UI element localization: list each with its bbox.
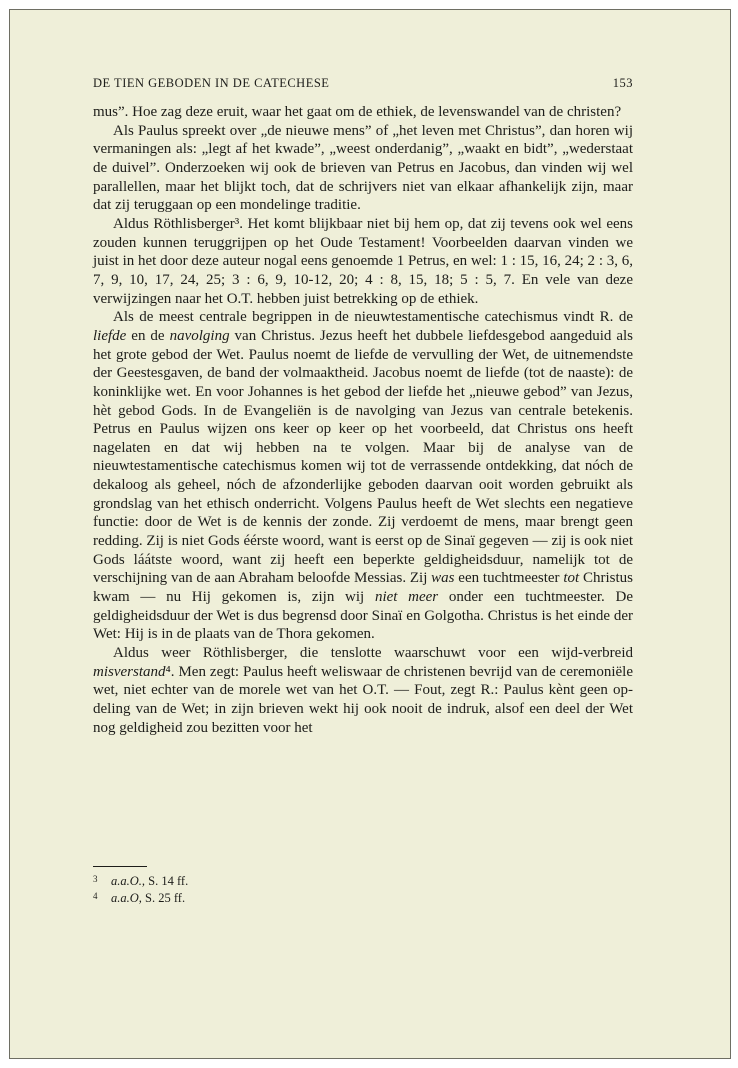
text-run: Als Paulus spreekt over „de nieuwe mens” of „het leven met Christus”, dan horen wij vermaningen als: „legt af het kwade”, „weest onderdanig”, „waakt en bidt”, „wederstaat de duivel”. Onderzoeken wij ook de brieven van Petrus en Jacobus, dan vinden wij wel parallellen, maar het blijkt toch, dat de schrijvers niet van elkaar afhankelijk zijn, maar dat zij teruggaan op een mondelinge traditie. bbox=[93, 122, 633, 214]
emphasis: liefde bbox=[93, 327, 127, 344]
header-title: DE TIEN GEBODEN IN DE CATECHESE bbox=[93, 76, 330, 90]
footnote bbox=[93, 889, 633, 906]
text-run: van Christus. Jezus heeft het dubbele liefdesgebod aangeduid als het grote gebod der Wet. Paulus noemt de liefde de vervulling der Wet, de uitnemendste der Geestesgaven, de band der volmaaktheid. Jacobus noemt de liefde (tot de naaste): de koninklijke wet. En voor Johannes is het gebod der liefde het „nieuwe gebod” van Jezus, hèt gebod Gods. In de Evangeliën is de navolging van Jezus van centrale betekenis. Petrus en Paulus wijzen ons keer op keer op het voorbeeld, dat Christus ons heeft nagelaten en dat wij hebben na te volgen. Maar bij de analyse van de nieuwtestamentische catechismus komen wij tot de verrassende ontdekking, dat nóch de dekaloog als geheel, nóch de afzonderlijke geboden daarvan ooit worden gebruikt als grondslag van het ethisch onderricht. Volgens Paulus heeft de Wet slechts een negatieve functie: door de Wet is de kennis der zonde. Zij verdoemt de mens, maar brengt geen redding. Zij is niet Gods éérste woord, want is eerst op de Sinaï gegeven — zij is ook niet Gods láátste woord, want zij heeft een beperkte geldigheidsduur, namelijk tot de verschijning van de aan Abraham beloofde Messias. Zij bbox=[93, 327, 633, 587]
emphasis: misverstand bbox=[93, 663, 166, 680]
footnote-number: 3 bbox=[93, 874, 98, 884]
text-run: ⁴. Men zegt: Paulus heeft weliswaar de christenen bevrijd van de ceremoniële wet, niet echter van de morele wet van het O.T. — Fout, zegt R.: Paulus kènt geen op-deling van de Wet; in zijn brieven wekt hij ook nooit de indruk, alsof een deel der Wet nog geldigheid zou bezitten voor het bbox=[93, 663, 633, 736]
running-header bbox=[93, 76, 633, 94]
emphasis: was bbox=[431, 570, 455, 587]
text-run: Als de meest centrale begrippen in de nieuwtestamentische catechismus vindt R. de bbox=[113, 309, 633, 326]
footnote-text: S. 14 ff. bbox=[145, 874, 189, 888]
emphasis: navolging bbox=[169, 327, 230, 344]
text-run: een tuchtmeester bbox=[454, 570, 564, 587]
text-run: Aldus weer Röthlisberger, die tenslotte waarschuwt voor een wijd-verbreid bbox=[113, 645, 633, 662]
text-run: Christus kwam — nu Hij gekomen is, zijn wij bbox=[93, 570, 633, 606]
text-run: onder een tuchtmeester. De geldigheidsduur der Wet is dus begrensd door Sinaï en Golgotha. Christus is het einde der Wet: Hij is in de plaats van de Thora gekomen. bbox=[93, 589, 634, 643]
footnotes bbox=[93, 872, 633, 905]
paragraph bbox=[93, 215, 633, 308]
footnote-reference: a.a.O., bbox=[111, 874, 146, 888]
emphasis: tot bbox=[563, 570, 580, 587]
text-run: Aldus Röthlisberger³. Het komt blijkbaar niet bij hem op, dat zij tevens ook wel eens zouden kunnen teruggrijpen op het Oude Testament! Voorbeelden daarvan vinden we juist in het door deze auteur nogal eens genoemde 1 Petrus, en wel: 1 : 15, 16, 24; 2 : 3, 6, 7, 9, 10, 17, 24, 25; 3 : 6, 9, 10-12, 20; 4 : 8, 15, 18; 5 : 5, 7. En vele van deze verwijzingen naar het O.T. hebben juist betrekking op de ethiek. bbox=[93, 215, 633, 307]
paragraph bbox=[93, 103, 633, 122]
footnote-number: 4 bbox=[93, 890, 98, 901]
emphasis: niet meer bbox=[374, 589, 439, 606]
footnote bbox=[93, 872, 633, 889]
footnote-reference: a.a.O, bbox=[111, 890, 142, 905]
footnote-text: S. 25 ff. bbox=[141, 890, 186, 905]
paragraph bbox=[93, 644, 633, 737]
paragraph bbox=[93, 308, 633, 644]
page-number: 153 bbox=[612, 76, 633, 90]
text-run: en de bbox=[126, 327, 170, 344]
body-text bbox=[93, 103, 633, 737]
paragraph bbox=[93, 122, 633, 215]
text-run: mus”. Hoe zag deze eruit, waar het gaat om de ethiek, de levenswandel van de christen? bbox=[93, 104, 622, 120]
footnote-divider bbox=[93, 866, 147, 867]
